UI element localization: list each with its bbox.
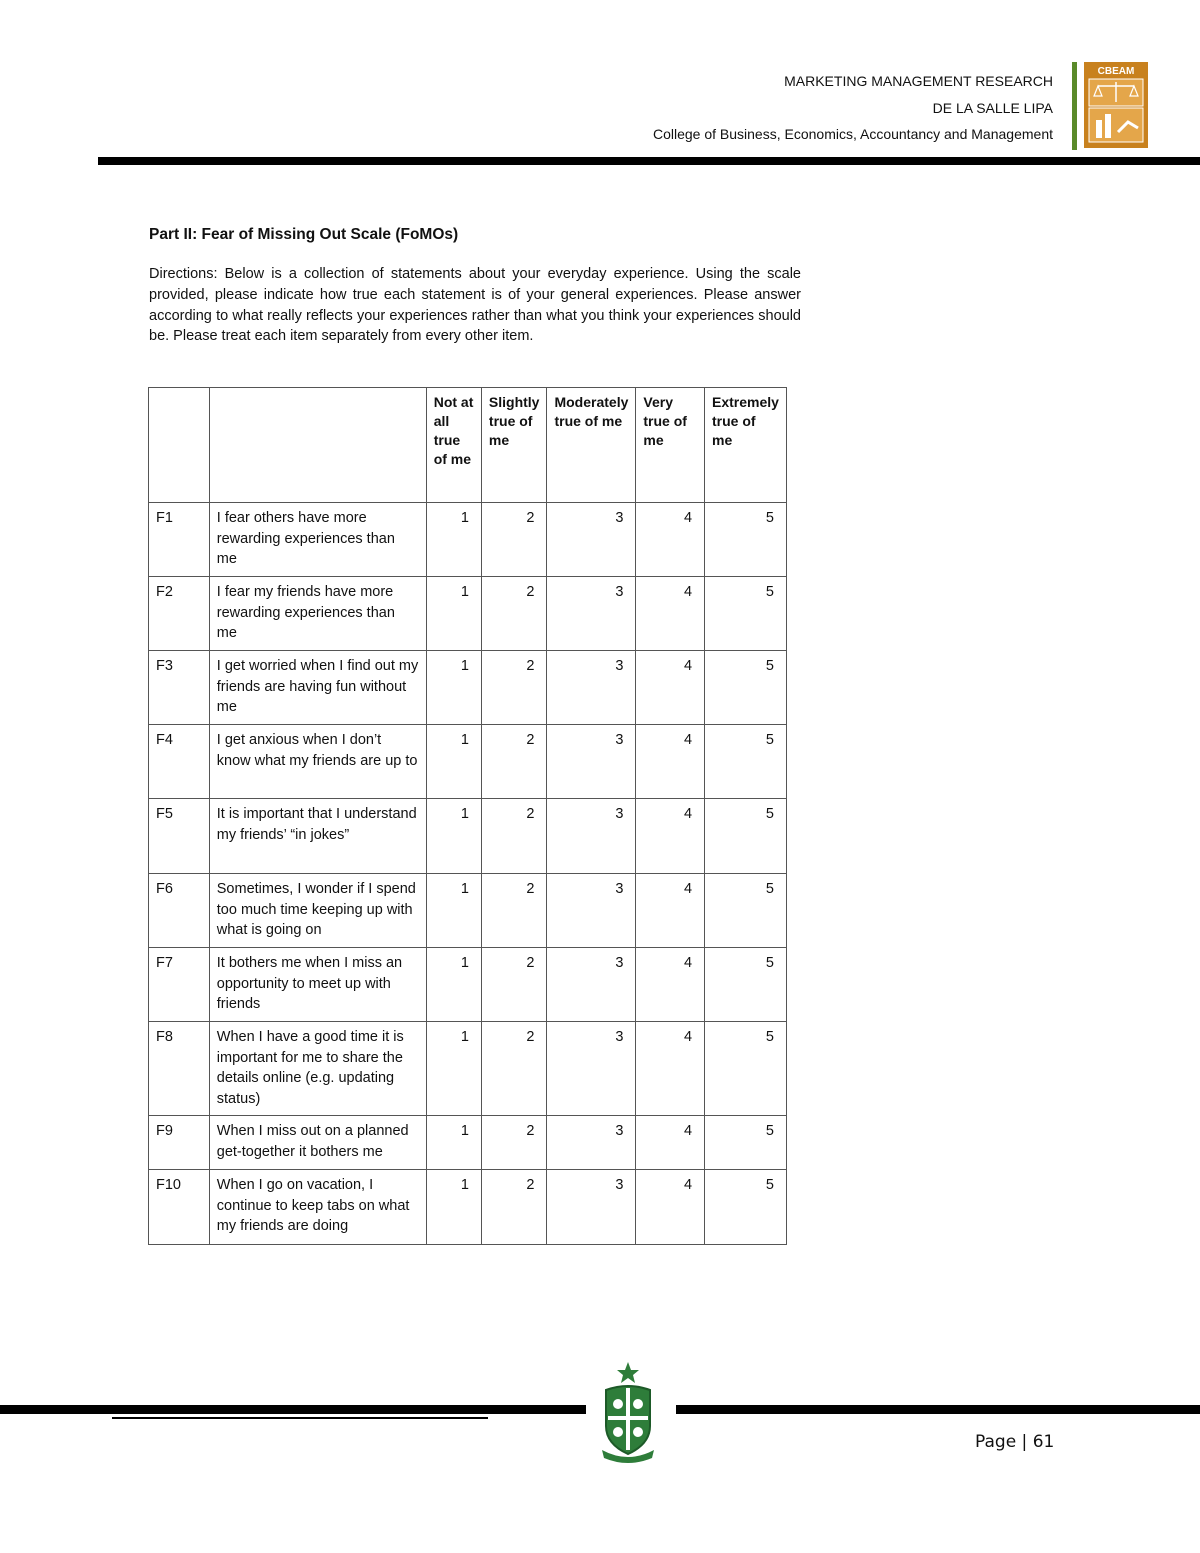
header-blank-statement: [209, 388, 426, 503]
score-option-4: 4: [636, 577, 705, 651]
score-option-5: 5: [705, 651, 787, 725]
item-code: F5: [149, 799, 210, 874]
score-option-2: 2: [481, 651, 547, 725]
score-option-4: 4: [636, 799, 705, 874]
header-not-at-all: Not at all true of me: [426, 388, 481, 503]
score-option-2: 2: [481, 577, 547, 651]
footer-rule-right: [676, 1405, 1200, 1414]
score-option-2: 2: [481, 799, 547, 874]
part-title: Part II: Fear of Missing Out Scale (FoMOs): [149, 226, 459, 243]
item-statement: When I go on vacation, I continue to keep tabs on what my friends are doing: [209, 1170, 426, 1245]
score-option-1: 1: [426, 948, 481, 1022]
score-option-4: 4: [636, 874, 705, 948]
footer-thin-rule-2: [140, 1410, 456, 1412]
score-option-2: 2: [481, 1170, 547, 1245]
logo-divider: [1072, 62, 1077, 150]
score-option-5: 5: [705, 948, 787, 1022]
logo-text: CBEAM: [1097, 66, 1135, 77]
score-option-3: 3: [547, 503, 636, 577]
score-option-1: 1: [426, 651, 481, 725]
item-statement: When I miss out on a planned get-together it bothers me: [209, 1116, 426, 1170]
score-option-5: 5: [705, 1170, 787, 1245]
table-row: [149, 725, 787, 799]
fomo-scale-table: [148, 387, 787, 1245]
score-option-1: 1: [426, 874, 481, 948]
score-option-2: 2: [481, 948, 547, 1022]
item-statement: I get worried when I find out my friends are having fun without me: [209, 651, 426, 725]
score-option-3: 3: [547, 577, 636, 651]
table-row: [149, 1116, 787, 1170]
score-option-1: 1: [426, 1116, 481, 1170]
score-option-5: 5: [705, 799, 787, 874]
score-option-3: 3: [547, 874, 636, 948]
score-option-4: 4: [636, 948, 705, 1022]
score-option-3: 3: [547, 1022, 636, 1116]
score-option-5: 5: [705, 1116, 787, 1170]
score-option-4: 4: [636, 1170, 705, 1245]
item-code: F3: [149, 651, 210, 725]
item-code: F4: [149, 725, 210, 799]
score-option-2: 2: [481, 874, 547, 948]
score-option-2: 2: [481, 1116, 547, 1170]
item-code: F10: [149, 1170, 210, 1245]
score-option-1: 1: [426, 799, 481, 874]
score-option-5: 5: [705, 577, 787, 651]
footer-thin-rule: [112, 1417, 488, 1419]
item-statement: I fear others have more rewarding experiences than me: [209, 503, 426, 577]
score-option-2: 2: [481, 503, 547, 577]
header-school: DE LA SALLE LIPA: [932, 99, 1053, 116]
score-option-1: 1: [426, 503, 481, 577]
table-row: [149, 874, 787, 948]
header-extremely: Extremely true of me: [705, 388, 787, 503]
item-code: F9: [149, 1116, 210, 1170]
score-option-1: 1: [426, 1170, 481, 1245]
page-number: Page | 61: [975, 1432, 1055, 1452]
item-statement: It is important that I understand my friends’ “in jokes”: [209, 799, 426, 874]
cbeam-logo: [1084, 62, 1148, 148]
score-option-5: 5: [705, 725, 787, 799]
item-code: F2: [149, 577, 210, 651]
item-code: F1: [149, 503, 210, 577]
score-option-5: 5: [705, 1022, 787, 1116]
header-course: MARKETING MANAGEMENT RESEARCH: [784, 73, 1053, 89]
score-option-1: 1: [426, 577, 481, 651]
score-option-4: 4: [636, 651, 705, 725]
header-slightly: Slightly true of me: [481, 388, 547, 503]
score-option-1: 1: [426, 1022, 481, 1116]
score-option-4: 4: [636, 1022, 705, 1116]
score-option-2: 2: [481, 1022, 547, 1116]
item-statement: When I have a good time it is important for me to share the details online (e.g. updating status): [209, 1022, 426, 1116]
item-statement: It bothers me when I miss an opportunity to meet up with friends: [209, 948, 426, 1022]
score-option-4: 4: [636, 725, 705, 799]
item-code: F8: [149, 1022, 210, 1116]
header-very: Very true of me: [636, 388, 705, 503]
table-row: [149, 1022, 787, 1116]
table-row: [149, 651, 787, 725]
score-option-3: 3: [547, 948, 636, 1022]
table-header-row: [149, 388, 787, 503]
table-body: [149, 503, 787, 1245]
score-option-3: 3: [547, 1116, 636, 1170]
table-row: [149, 577, 787, 651]
score-option-4: 4: [636, 503, 705, 577]
page-header: [653, 68, 1053, 148]
header-moderately: Moderately true of me: [547, 388, 636, 503]
score-option-1: 1: [426, 725, 481, 799]
score-option-4: 4: [636, 1116, 705, 1170]
header-blank-code: [149, 388, 210, 503]
header-rule: [98, 157, 1200, 165]
item-statement: Sometimes, I wonder if I spend too much time keeping up with what is going on: [209, 874, 426, 948]
score-option-3: 3: [547, 651, 636, 725]
table-row: [149, 948, 787, 1022]
score-option-3: 3: [547, 1170, 636, 1245]
item-code: F6: [149, 874, 210, 948]
item-statement: I get anxious when I don’t know what my friends are up to: [209, 725, 426, 799]
item-code: F7: [149, 948, 210, 1022]
directions-paragraph: Directions: Below is a collection of statements about your everyday experience. Using the scale provided, please indicate how true each statement is of your general experiences. Please answer according to what really reflects your experiences rather than what you think your experiences should be. Please treat each item separately from every other item.: [149, 266, 801, 345]
score-option-5: 5: [705, 503, 787, 577]
score-option-5: 5: [705, 874, 787, 948]
item-statement: I fear my friends have more rewarding experiences than me: [209, 577, 426, 651]
table-row: [149, 503, 787, 577]
score-option-2: 2: [481, 725, 547, 799]
score-option-3: 3: [547, 725, 636, 799]
table-row: [149, 799, 787, 874]
score-option-3: 3: [547, 799, 636, 874]
school-seal-icon: [596, 1360, 660, 1466]
table-row: [149, 1170, 787, 1245]
header-college: College of Business, Economics, Accountancy and Management: [652, 126, 1053, 142]
